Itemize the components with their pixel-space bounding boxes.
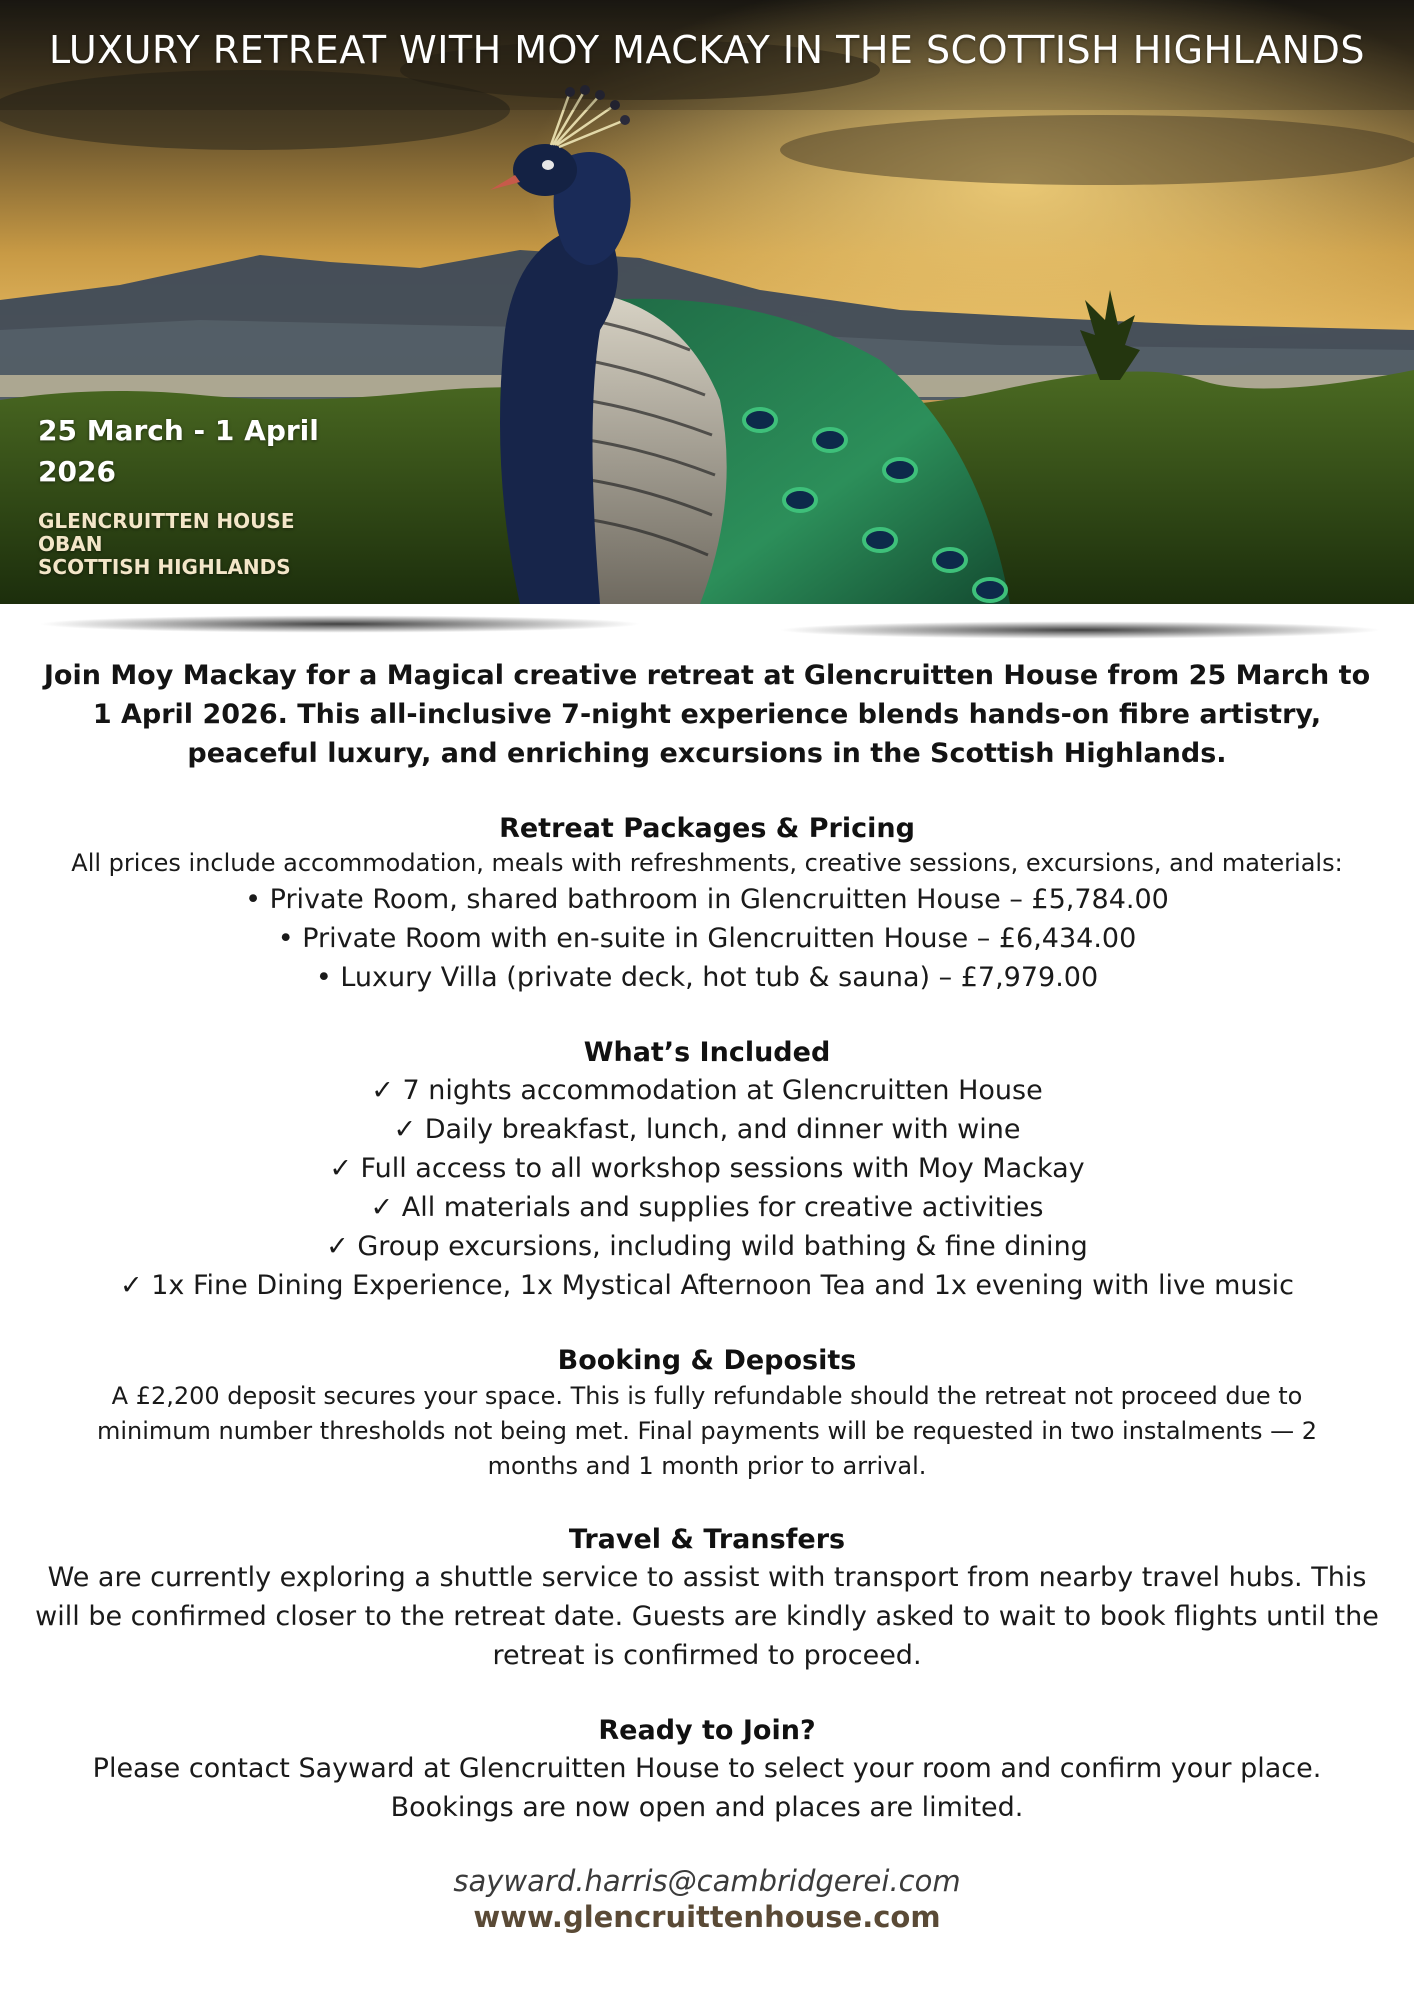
dates-line-2: 2026 [38, 455, 116, 488]
location-town: OBAN [38, 532, 103, 556]
join-heading: Ready to Join? [598, 1715, 816, 1746]
divider-shadow-left [40, 610, 640, 650]
travel-text: We are currently exploring a shuttle service to assist with transport from nearby travel hubs. This will be confirmed closer to the retreat date. Guests are kindly asked to wait to book flights until the retreat is confirmed to proceed. [35, 1562, 1379, 1671]
included-item: ✓ Full access to all workshop sessions with Moy Mackay [329, 1153, 1085, 1184]
join-section [30, 1713, 1384, 1827]
included-item: ✓ Daily breakfast, lunch, and dinner with wine [393, 1114, 1021, 1145]
package-item: • Private Room with en-suite in Glencruitten House – £6,434.00 [277, 923, 1137, 954]
contact-block [30, 1863, 1384, 1935]
booking-heading: Booking & Deposits [557, 1345, 857, 1376]
location-venue: GLENCRUITTEN HOUSE [38, 509, 295, 533]
event-dates [38, 410, 338, 492]
included-item: ✓ 1x Fine Dining Experience, 1x Mystical Afternoon Tea and 1x evening with live music [120, 1270, 1294, 1301]
included-section [30, 1035, 1384, 1305]
flyer-body [30, 656, 1384, 1935]
package-item: • Private Room, shared bathroom in Glencruitten House – £5,784.00 [245, 884, 1169, 915]
event-location [38, 510, 358, 579]
intro-paragraph: Join Moy Mackay for a Magical creative retreat at Glencruitten House from 25 March to 1 April 2026. This all-inclusive 7-night experience blends hands-on fibre artistry, peaceful luxury, and enriching excursions in the Scottish Highlands. [43, 660, 1371, 769]
packages-note: All prices include accommodation, meals with refreshments, creative sessions, excursions, and materials: [71, 849, 1343, 877]
package-item: • Luxury Villa (private deck, hot tub & sauna) – £7,979.00 [315, 962, 1099, 993]
website-link[interactable]: www.glencruittenhouse.com [473, 1900, 941, 1934]
included-item: ✓ All materials and supplies for creative activities [370, 1192, 1044, 1223]
included-heading: What’s Included [583, 1037, 831, 1068]
travel-heading: Travel & Transfers [568, 1524, 846, 1555]
join-line-2: Bookings are now open and places are limited. [390, 1792, 1024, 1823]
hero-title: LUXURY RETREAT WITH MOY MACKAY IN THE SCOTTISH HIGHLANDS [49, 28, 1365, 72]
contact-email-link[interactable]: sayward.harris@cambridgerei.com [453, 1864, 961, 1898]
hero-banner [0, 0, 1414, 604]
location-region: SCOTTISH HIGHLANDS [38, 555, 291, 579]
dates-line-1: 25 March - 1 April [38, 414, 319, 447]
join-line-1: Please contact Sayward at Glencruitten House to select your room and confirm your place. [92, 1753, 1322, 1784]
included-item: ✓ 7 nights accommodation at Glencruitten House [371, 1075, 1043, 1106]
packages-heading: Retreat Packages & Pricing [499, 813, 915, 844]
packages-section [30, 811, 1384, 997]
booking-section [30, 1343, 1384, 1484]
travel-section [30, 1522, 1384, 1675]
divider-shadow-right [780, 616, 1380, 656]
booking-text: A £2,200 deposit secures your space. This is fully refundable should the retreat not proceed due to minimum number thresholds not being met. Final payments will be requested in two instalments — 2 months and 1 month prior to arrival. [96, 1382, 1318, 1480]
included-item: ✓ Group excursions, including wild bathing & fine dining [326, 1231, 1088, 1262]
